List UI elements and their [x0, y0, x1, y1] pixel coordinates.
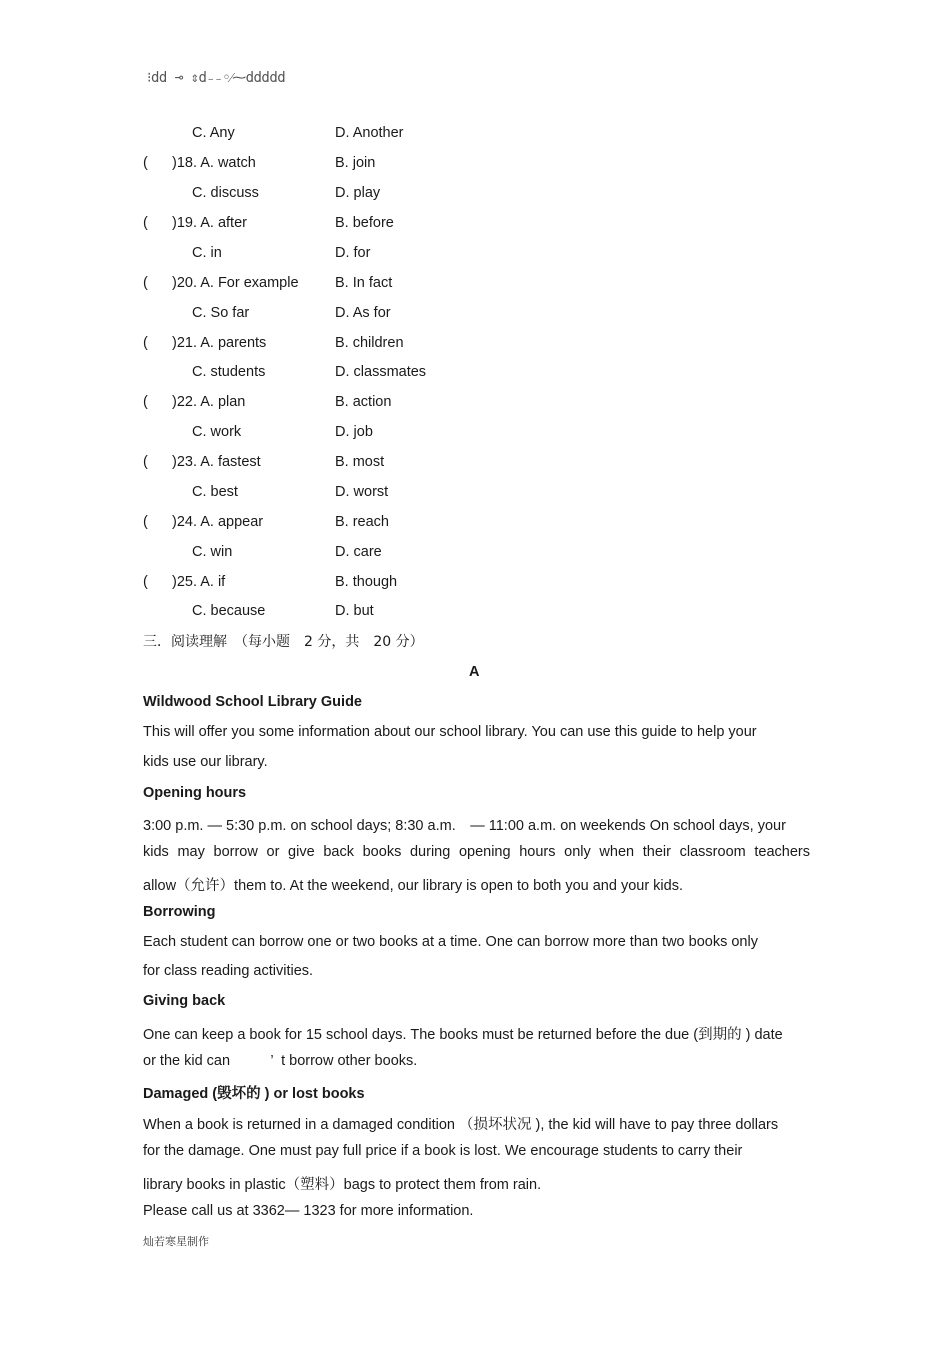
guide-title: Wildwood School Library Guide [143, 694, 362, 710]
option-b: B. join [335, 155, 376, 171]
option-c: C. because [192, 603, 266, 619]
option-b: B. reach [335, 514, 389, 530]
option-b: B. action [335, 394, 392, 410]
option-c: C. work [192, 424, 242, 440]
opening-line-3: allow（允许）them to. At the weekend, our library is open to both you and your kids. [143, 878, 683, 894]
question-19-row-ab [0, 215, 950, 235]
question-number-option-a: )20. A. For example [172, 275, 299, 291]
option-b: B. children [335, 335, 404, 351]
option-c: C. win [192, 544, 233, 560]
answer-paren: ( [143, 275, 148, 291]
damaged-heading: Damaged (毁坏的 ) or lost books [143, 1086, 365, 1102]
damaged-line-1: When a book is returned in a damaged condition （损坏状况 ), the kid will have to pay three dollars [143, 1117, 779, 1133]
borrowing-heading: Borrowing [143, 904, 216, 920]
option-d: D. for [335, 245, 371, 261]
passage-label: A [469, 664, 480, 680]
intro-line-1: This will offer you some information about our school library. You can use this guide to help your [143, 724, 757, 740]
contact-line: Please call us at 3362— 1323 for more information. [143, 1203, 474, 1219]
answer-paren: ( [143, 574, 148, 590]
question-21-row-cd [0, 364, 950, 384]
option-d: D. Another [335, 125, 404, 141]
question-number-option-a: )23. A. fastest [172, 454, 261, 470]
question-25-row-ab [0, 574, 950, 594]
option-c: C. students [192, 364, 266, 380]
option-d: D. care [335, 544, 382, 560]
option-d: D. classmates [335, 364, 427, 380]
question-22-row-cd [0, 424, 950, 444]
footer-credit: 灿若寒星制作 [143, 1235, 209, 1248]
answer-paren: ( [143, 454, 148, 470]
giving-line-1: One can keep a book for 15 school days. The books must be returned before the due (到期的 ) date [143, 1027, 783, 1043]
opening-hours-heading: Opening hours [143, 785, 247, 801]
answer-paren: ( [143, 215, 148, 231]
option-c: C. discuss [192, 185, 259, 201]
option-d: D. but [335, 603, 374, 619]
question-20-row-ab [0, 275, 950, 295]
option-c: C. best [192, 484, 238, 500]
question-number-option-a: )25. A. if [172, 574, 226, 590]
question-17-options-cd [0, 125, 950, 145]
borrowing-line-2: for class reading activities. [143, 963, 314, 979]
giving-back-heading: Giving back [143, 993, 226, 1009]
question-21-row-ab [0, 335, 950, 355]
question-19-row-cd [0, 245, 950, 265]
question-23-row-cd [0, 484, 950, 504]
question-24-row-cd [0, 544, 950, 564]
answer-paren: ( [143, 155, 148, 171]
answer-paren: ( [143, 335, 148, 351]
giving-line-2: or the kid can ’ t borrow other books. [143, 1053, 418, 1069]
option-d: D. As for [335, 305, 391, 321]
question-number-option-a: )24. A. appear [172, 514, 264, 530]
question-23-row-ab [0, 454, 950, 474]
option-b: B. before [335, 215, 394, 231]
opening-line-1: 3:00 p.m. — 5:30 p.m. on school days; 8:30 a.m. — 11:00 a.m. on weekends On school days, your [143, 818, 786, 834]
damaged-line-2: for the damage. One must pay full price if a book is lost. We encourage students to carry their [143, 1143, 743, 1159]
question-20-row-cd [0, 305, 950, 325]
question-number-option-a: )19. A. after [172, 215, 247, 231]
option-c: C. in [192, 245, 222, 261]
answer-paren: ( [143, 394, 148, 410]
question-22-row-ab [0, 394, 950, 414]
question-number-option-a: )21. A. parents [172, 335, 267, 351]
opening-line-2: kids may borrow or give back books during opening hours only when their classroom teachers [143, 844, 810, 860]
option-c: C. Any [192, 125, 235, 141]
question-25-row-cd [0, 603, 950, 623]
answer-paren: ( [143, 514, 148, 530]
option-d: D. worst [335, 484, 389, 500]
question-number-option-a: )18. A. watch [172, 155, 256, 171]
section-heading-reading: 三．阅读理解 （每小题 2 分，共 20 分） [143, 634, 424, 650]
header-garbled-text: ⁝dd ⊸ ⇕d₋₋◦⁄⁓ddddd [147, 70, 286, 86]
option-b: B. In fact [335, 275, 393, 291]
damaged-line-3: library books in plastic（塑料）bags to protect them from rain. [143, 1177, 542, 1193]
option-c: C. So far [192, 305, 250, 321]
borrowing-line-1: Each student can borrow one or two books at a time. One can borrow more than two books only [143, 934, 758, 950]
question-18-row-ab [0, 155, 950, 175]
question-24-row-ab [0, 514, 950, 534]
option-b: B. though [335, 574, 398, 590]
option-b: B. most [335, 454, 385, 470]
option-d: D. play [335, 185, 381, 201]
question-18-row-cd [0, 185, 950, 205]
option-d: D. job [335, 424, 373, 440]
intro-line-2: kids use our library. [143, 754, 268, 770]
question-number-option-a: )22. A. plan [172, 394, 246, 410]
